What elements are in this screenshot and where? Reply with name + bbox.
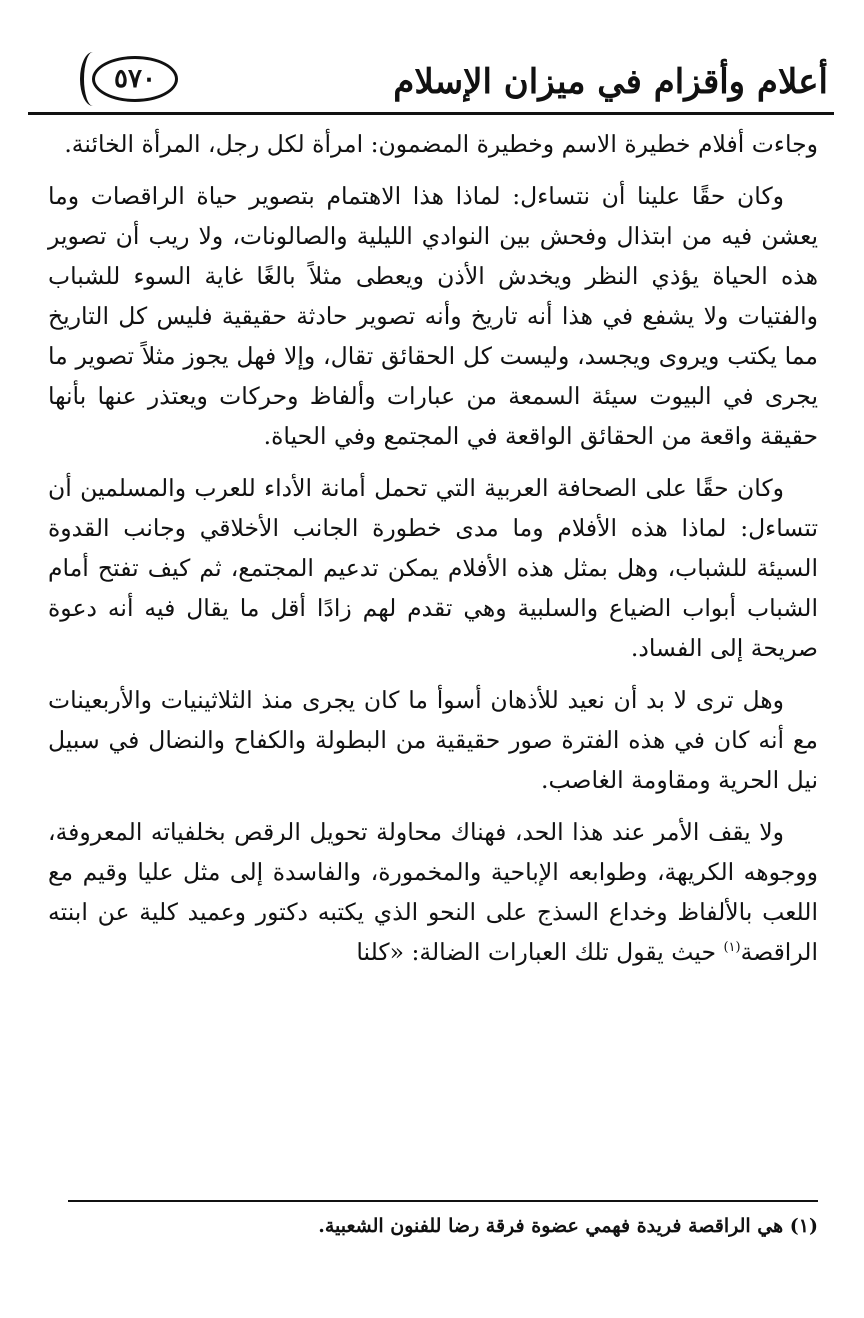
footnote-text: هي الراقصة فريدة فهمي عضوة فرقة رضا للفنون الشعبية. bbox=[318, 1215, 784, 1237]
paragraph bbox=[48, 124, 818, 164]
paragraph-text-tail: حيث يقول تلك العبارات الضالة: «كلنا bbox=[356, 938, 724, 966]
paragraph bbox=[48, 812, 818, 972]
running-title: أعلام وأقزام في ميزان الإسلام bbox=[393, 62, 828, 102]
header-rule bbox=[28, 112, 834, 115]
footnote bbox=[48, 1210, 818, 1242]
paragraph bbox=[48, 176, 818, 456]
page-header bbox=[28, 52, 834, 120]
footnote-marker: (١) bbox=[789, 1215, 818, 1237]
footnote-reference[interactable]: (١) bbox=[723, 940, 741, 956]
paragraph-text: وكان حقًا على الصحافة العربية التي تحمل أمانة الأداء للعرب والمسلمين أن تتساءل: لماذا هذه الأفلام وما مدى خطورة الجانب الأخلاقي وجانب القدوة السيئة للشباب، وهل بمثل هذه الأفلام يمكن تدعيم المجتمع، ثم كيف تفتح أمام الشباب أبواب الضياع والسلبية وهي تقدم لهم زادًا أقل ما يقال فيه أنه دعوة صريحة إلى الفساد. bbox=[48, 474, 818, 662]
body-text bbox=[48, 124, 818, 984]
paragraph-text: وكان حقًا علينا أن نتساءل: لماذا هذا الاهتمام بتصوير حياة الراقصات وما يعشن فيه من ابتذال وفحش بين النوادي الليلية والصالونات، ولا ريب أن تصوير هذه الحياة يؤذي النظر ويخدش الأذن ويعطى مثلاً بالغًا غاية السوء للشباب والفتيات ولا يشفع في هذا أنه تاريخ وأنه تصوير حادثة حقيقية فليس كل التاريخ مما يكتب ويروى ويجسد، وليست كل الحقائق تقال، وإلا فهل يجوز مثلاً تصوير ما يجرى في البيوت سيئة السمعة من عبارات وألفاظ وحركات ويعتذر عنها بأنها حقيقة واقعة من الحقائق الواقعة في المجتمع وفي الحياة. bbox=[48, 182, 818, 450]
page-number: ٥٧٠ bbox=[92, 56, 178, 102]
paragraph-text: ولا يقف الأمر عند هذا الحد، فهناك محاولة تحويل الرقص بخلفياته المعروفة، ووجوهه الكريهة، وطوابعه الإباحية والمخمورة، والفاسدة إلى مثل عليا وقيم مع اللعب بالألفاظ وخداع السذج على النحو الذي يكتبه دكتور وعميد كلية عن ابنته الراقصة bbox=[48, 818, 818, 966]
paragraph-text: وجاءت أفلام خطيرة الاسم وخطيرة المضمون: امرأة لكل رجل، المرأة الخائنة. bbox=[64, 130, 818, 158]
paragraph-text: وهل ترى لا بد أن نعيد للأذهان أسوأ ما كان يجرى منذ الثلاثينيات والأربعينات مع أنه كان في هذه الفترة صور حقيقية من البطولة والكفاح والنضال في سبيل نيل الحرية ومقاومة الغاصب. bbox=[48, 686, 818, 794]
paragraph bbox=[48, 680, 818, 800]
footnote-rule bbox=[68, 1200, 818, 1202]
paragraph bbox=[48, 468, 818, 668]
